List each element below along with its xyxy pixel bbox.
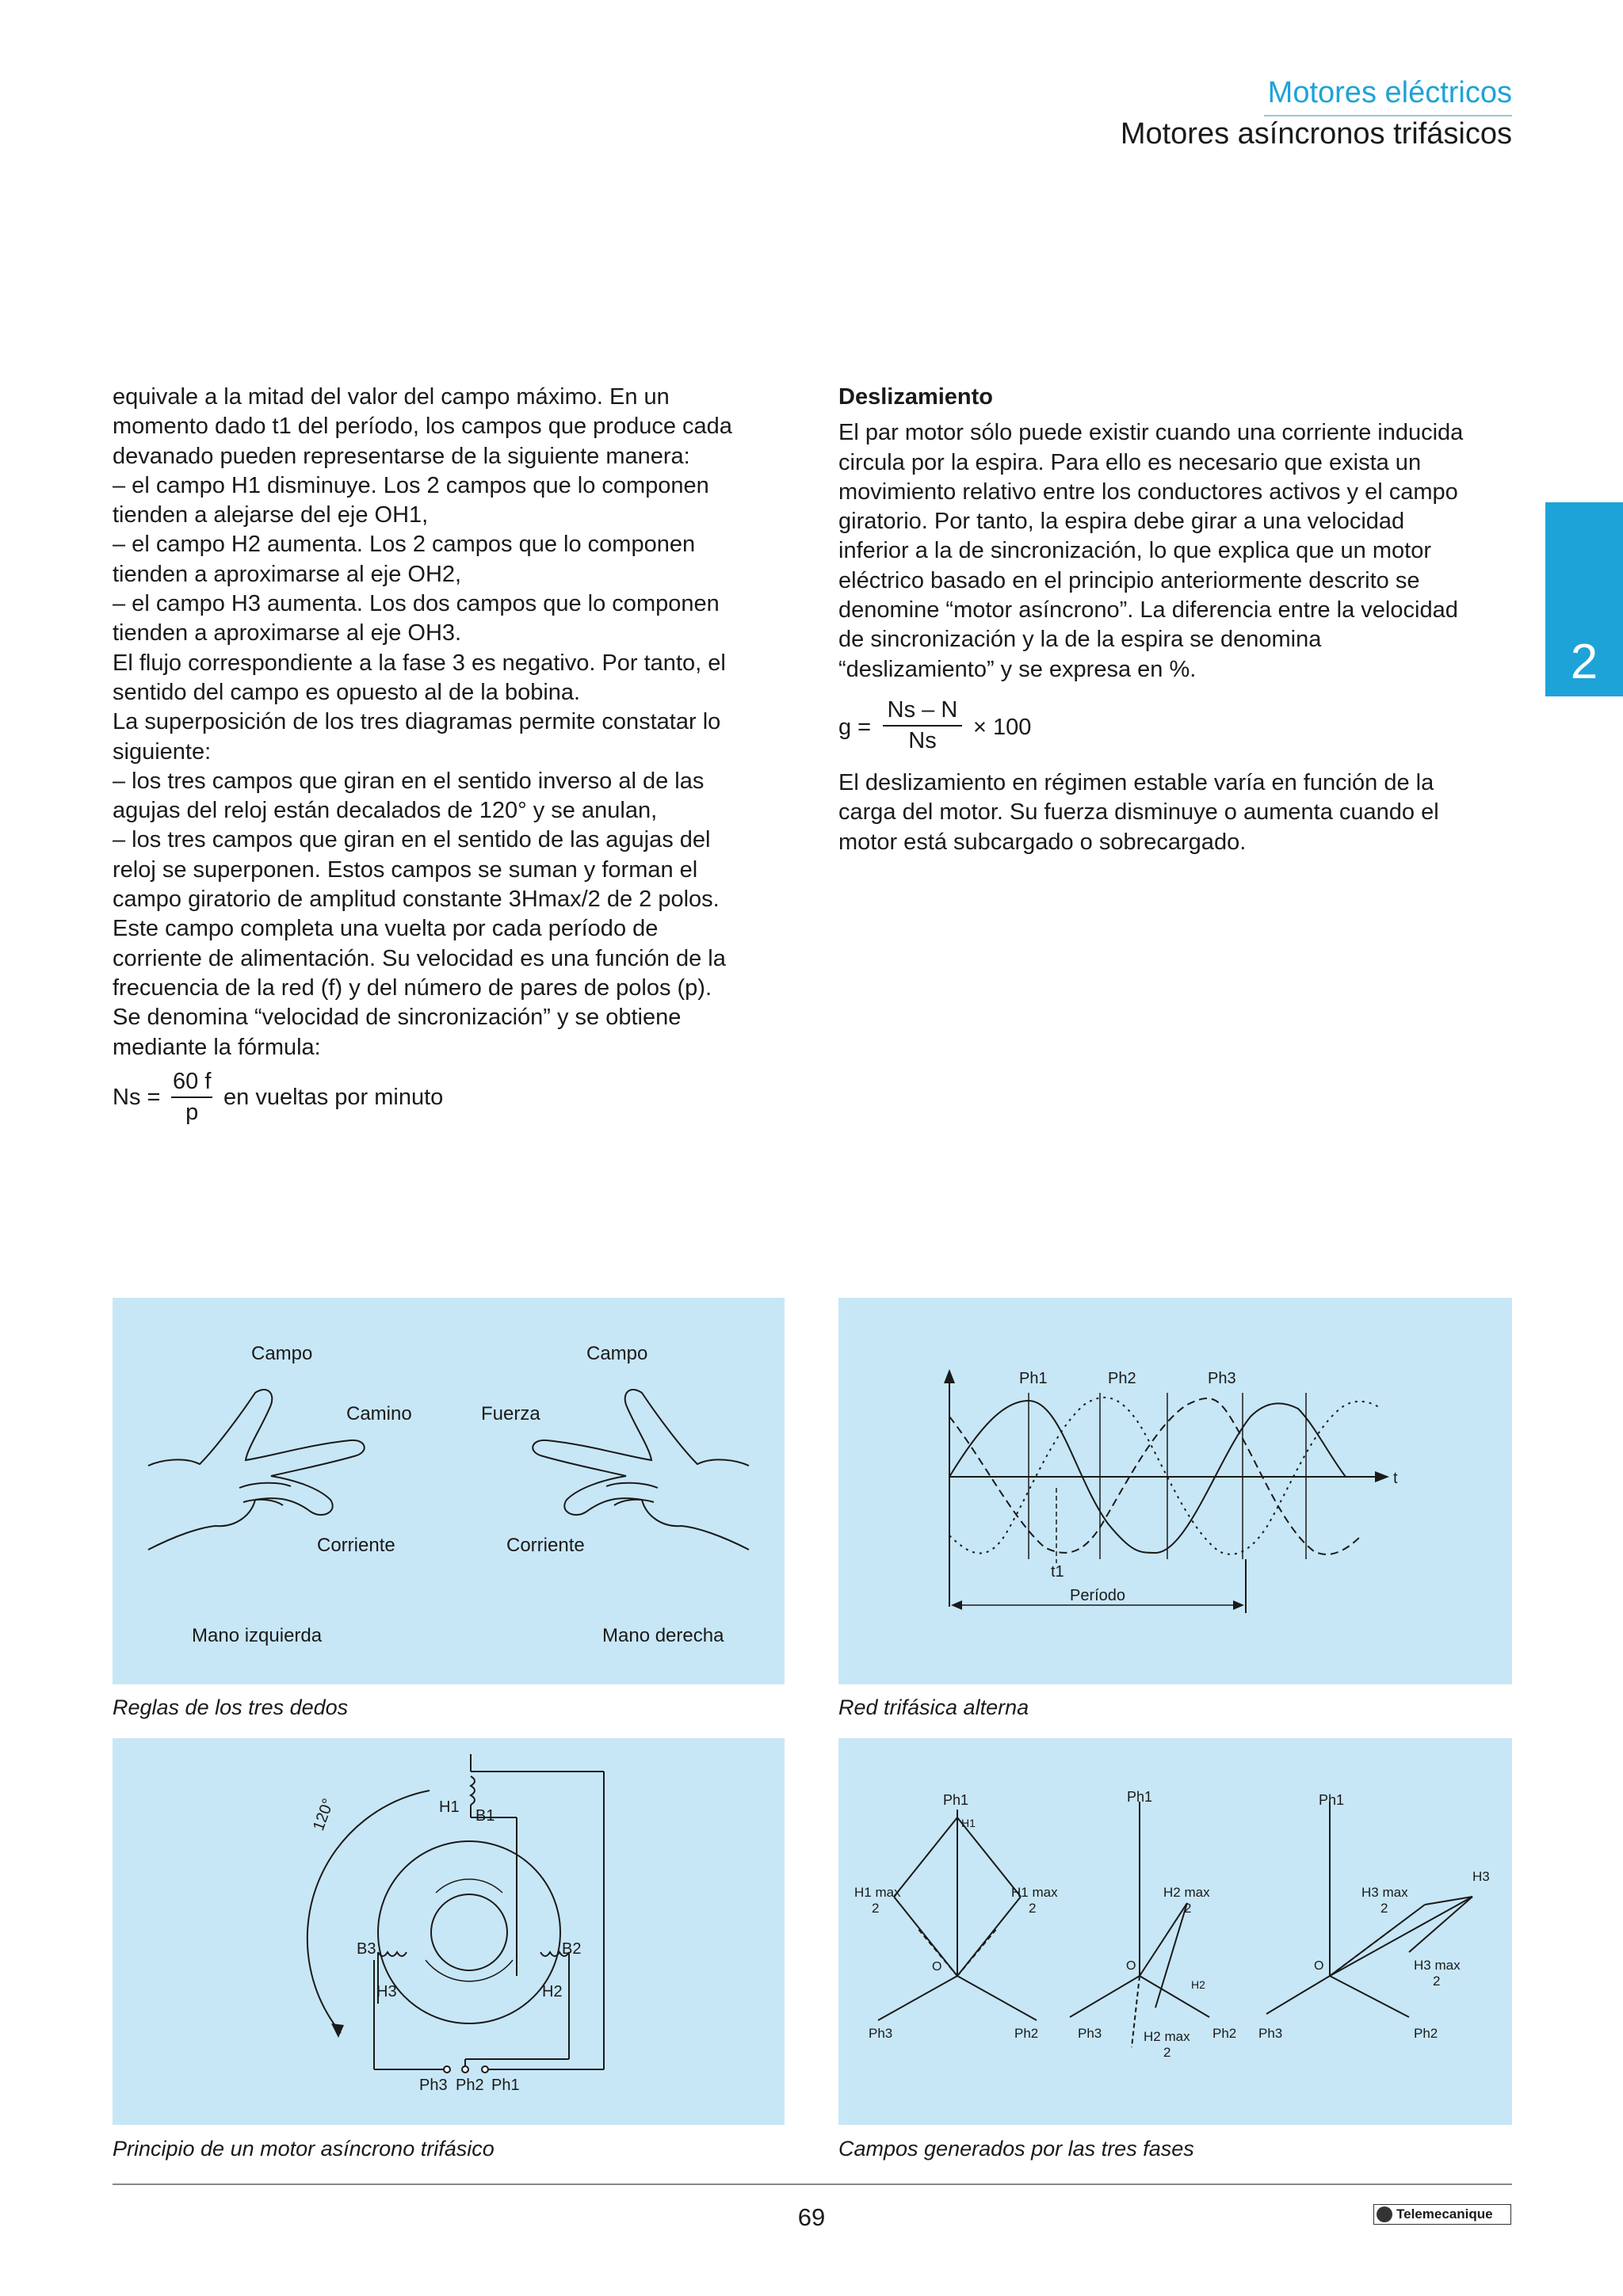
text-line: “deslizamiento” y se expresa en %. <box>838 656 1197 682</box>
ns-formula <box>113 1067 794 1124</box>
label-h1: H1 <box>961 1817 976 1829</box>
text-line: mediante la fórmula: <box>113 1034 321 1060</box>
right-paragraph-2 <box>838 769 1520 857</box>
label-h1max-right: H1 max <box>1011 1885 1058 1900</box>
chapter-tab <box>1545 502 1623 696</box>
label-h2max-bottom: H2 max <box>1144 2029 1190 2044</box>
text-line: denomine “motor asíncrono”. La diferencia entre la velocidad <box>838 597 1458 624</box>
text-line: El par motor sólo puede existir cuando una corriente inducida <box>838 420 1464 446</box>
text-line: Se denomina “velocidad de sincronización” y se obtiene <box>113 1005 682 1031</box>
header-rule <box>1264 115 1512 116</box>
footer-rule <box>113 2183 1512 2185</box>
label-h1: H1 <box>439 1798 460 1816</box>
label-o-a: O <box>932 1960 942 1974</box>
label-h2max-top: H2 max <box>1163 1885 1210 1900</box>
label-ph2: Ph2 <box>1108 1370 1136 1387</box>
brand-logo <box>1373 2204 1511 2225</box>
text-line: siguiente: <box>113 738 212 765</box>
text-line: corriente de alimentación. Su velocidad es una función de la <box>113 945 726 971</box>
waveform-diagram <box>838 1298 1512 1684</box>
label-ph1-b: Ph1 <box>1127 1789 1153 1805</box>
chapter-title: Motores asíncronos trifásicos <box>1120 117 1512 151</box>
label-two-c: 2 <box>1184 1901 1192 1916</box>
label-o-b: O <box>1126 1959 1136 1973</box>
formula-denominator: p <box>185 1100 199 1126</box>
motor-diagram <box>113 1738 785 2125</box>
text-line: inferior a la de sincronización, lo que explica que un motor <box>838 538 1431 564</box>
text-line: momento dado t1 del período, los campos que produce cada <box>113 414 732 440</box>
formula-fraction <box>883 696 962 757</box>
formula-lhs: g = <box>838 714 872 740</box>
label-campo-right: Campo <box>586 1343 648 1364</box>
text-line: tienden a alejarse del eje OH1, <box>113 502 429 528</box>
label-b2: B2 <box>562 1940 582 1958</box>
text-line: El flujo correspondiente a la fase 3 es negativo. Por tanto, el <box>113 650 726 676</box>
text-line: El deslizamiento en régimen estable varía en función de la <box>838 769 1434 795</box>
left-paragraph <box>113 383 794 1062</box>
fields-diagram <box>838 1738 1512 2125</box>
hands-figure <box>113 1298 785 1684</box>
label-ph2-b: Ph2 <box>1212 2026 1237 2041</box>
label-ph1: Ph1 <box>491 2077 520 2094</box>
text-line: – el campo H2 aumenta. Los 2 campos que lo componen <box>113 532 696 558</box>
formula-suffix: en vueltas por minuto <box>223 1084 444 1110</box>
section-title: Motores eléctricos <box>1267 76 1512 109</box>
section-heading: Deslizamiento <box>838 384 993 410</box>
text-line: agujas del reloj están decalados de 120° y se anulan, <box>113 798 658 824</box>
label-ph3-c: Ph3 <box>1258 2026 1283 2041</box>
text-line: – los tres campos que giran en el sentido de las agujas del <box>113 827 711 853</box>
label-ph3: Ph3 <box>419 2077 448 2094</box>
chapter-number: 2 <box>1570 635 1598 689</box>
slip-formula <box>838 696 1520 757</box>
fields-caption: Campos generados por las tres fases <box>838 2137 1194 2161</box>
label-corriente-right: Corriente <box>506 1535 585 1556</box>
label-h2: H2 <box>542 1983 563 2000</box>
formula-numerator: Ns – N <box>883 696 962 727</box>
formula-suffix: × 100 <box>973 714 1032 740</box>
text-line: La superposición de los tres diagramas permite constatar lo <box>113 709 721 735</box>
label-b3: B3 <box>357 1940 376 1958</box>
motor-figure <box>113 1738 785 2125</box>
text-line: equivale a la mitad del valor del campo máximo. En un <box>113 384 670 410</box>
text-line: frecuencia de la red (f) y del número de pares de polos (p). <box>113 974 712 1001</box>
label-ph2: Ph2 <box>456 2077 484 2094</box>
label-h2: H2 <box>1191 1978 1205 1991</box>
text-line: – el campo H3 aumenta. Los dos campos que lo componen <box>113 591 720 617</box>
text-line: carga del motor. Su fuerza disminuye o aumenta cuando el <box>838 799 1439 826</box>
label-ph1-c: Ph1 <box>1319 1792 1345 1808</box>
label-b1: B1 <box>475 1807 495 1825</box>
label-ph2-a: Ph2 <box>1014 2026 1039 2041</box>
text-line: motor está subcargado o sobrecargado. <box>838 829 1247 855</box>
left-hand-drawing <box>148 1390 365 1550</box>
right-hand-drawing <box>533 1390 749 1550</box>
right-paragraph-1 <box>838 418 1520 685</box>
text-line: sentido del campo es opuesto al de la bobina. <box>113 679 581 705</box>
motor-caption: Principio de un motor asíncrono trifásico <box>113 2137 495 2161</box>
label-ph3-b: Ph3 <box>1078 2026 1102 2041</box>
formula-denominator: Ns <box>908 728 937 754</box>
label-t1: t1 <box>1051 1563 1064 1581</box>
text-line: eléctrico basado en el principio anteriormente descrito se <box>838 567 1420 593</box>
label-ph1-a: Ph1 <box>943 1792 969 1808</box>
label-h1max-left: H1 max <box>854 1885 901 1900</box>
label-camino: Camino <box>346 1403 412 1425</box>
ph3-wave <box>949 1398 1381 1554</box>
label-120: 120° <box>310 1796 338 1833</box>
page-number: 69 <box>797 2203 826 2231</box>
formula-fraction <box>171 1067 212 1128</box>
label-h3max-right: H3 max <box>1414 1958 1461 1973</box>
label-two-f: 2 <box>1433 1974 1441 1989</box>
label-mano-derecha: Mano derecha <box>602 1625 724 1646</box>
text-line: circula por la espira. Para ello es necesario que exista un <box>838 449 1422 475</box>
label-two-e: 2 <box>1381 1901 1388 1916</box>
text-line: movimiento relativo entre los conductores activos y el campo <box>838 479 1458 505</box>
network-caption: Red trifásica alterna <box>838 1695 1029 1719</box>
text-line: tienden a aproximarse al eje OH2, <box>113 561 462 587</box>
label-t: t <box>1393 1470 1398 1487</box>
label-periodo: Período <box>1070 1587 1126 1604</box>
brand-name: Telemecanique <box>1396 2206 1493 2222</box>
text-line: tienden a aproximarse al eje OH3. <box>113 620 462 646</box>
label-campo-left: Campo <box>251 1343 313 1364</box>
text-line: de sincronización y la de la espira se denomina <box>838 627 1322 653</box>
label-h3max-top: H3 max <box>1361 1885 1408 1900</box>
label-ph3: Ph3 <box>1208 1370 1236 1387</box>
hands-diagram <box>113 1298 785 1684</box>
label-two-b: 2 <box>1029 1901 1037 1916</box>
hands-caption: Reglas de los tres dedos <box>113 1695 349 1719</box>
label-mano-izquierda: Mano izquierda <box>192 1625 323 1646</box>
label-ph2-c: Ph2 <box>1414 2026 1438 2041</box>
label-h3: H3 <box>376 1983 397 2000</box>
formula-numerator: 60 f <box>171 1067 212 1098</box>
text-line: – el campo H1 disminuye. Los 2 campos que lo componen <box>113 472 709 498</box>
text-line: reloj se superponen. Estos campos se suman y forman el <box>113 856 698 883</box>
formula-lhs: Ns = <box>113 1084 161 1110</box>
label-fuerza: Fuerza <box>481 1403 540 1425</box>
text-line: devanado pueden representarse de la siguiente manera: <box>113 443 690 469</box>
left-column <box>113 383 794 1124</box>
label-two-d: 2 <box>1163 2045 1171 2060</box>
network-figure <box>838 1298 1512 1684</box>
text-line: campo giratorio de amplitud constante 3Hmax/2 de 2 polos. <box>113 887 720 913</box>
label-two-a: 2 <box>872 1901 880 1916</box>
label-ph1: Ph1 <box>1019 1370 1048 1387</box>
label-h3: H3 <box>1472 1869 1490 1884</box>
right-column <box>838 383 1520 857</box>
text-line: giratorio. Por tanto, la espira debe girar a una velocidad <box>838 509 1405 535</box>
fields-figure <box>838 1738 1512 2125</box>
label-o-c: O <box>1314 1959 1324 1973</box>
text-line: – los tres campos que giran en el sentido inverso al de las <box>113 768 705 794</box>
label-ph3-a: Ph3 <box>869 2026 893 2041</box>
label-corriente-left: Corriente <box>317 1535 395 1556</box>
brand-mark-icon <box>1377 2206 1392 2222</box>
text-line: Este campo completa una vuelta por cada período de <box>113 916 659 942</box>
